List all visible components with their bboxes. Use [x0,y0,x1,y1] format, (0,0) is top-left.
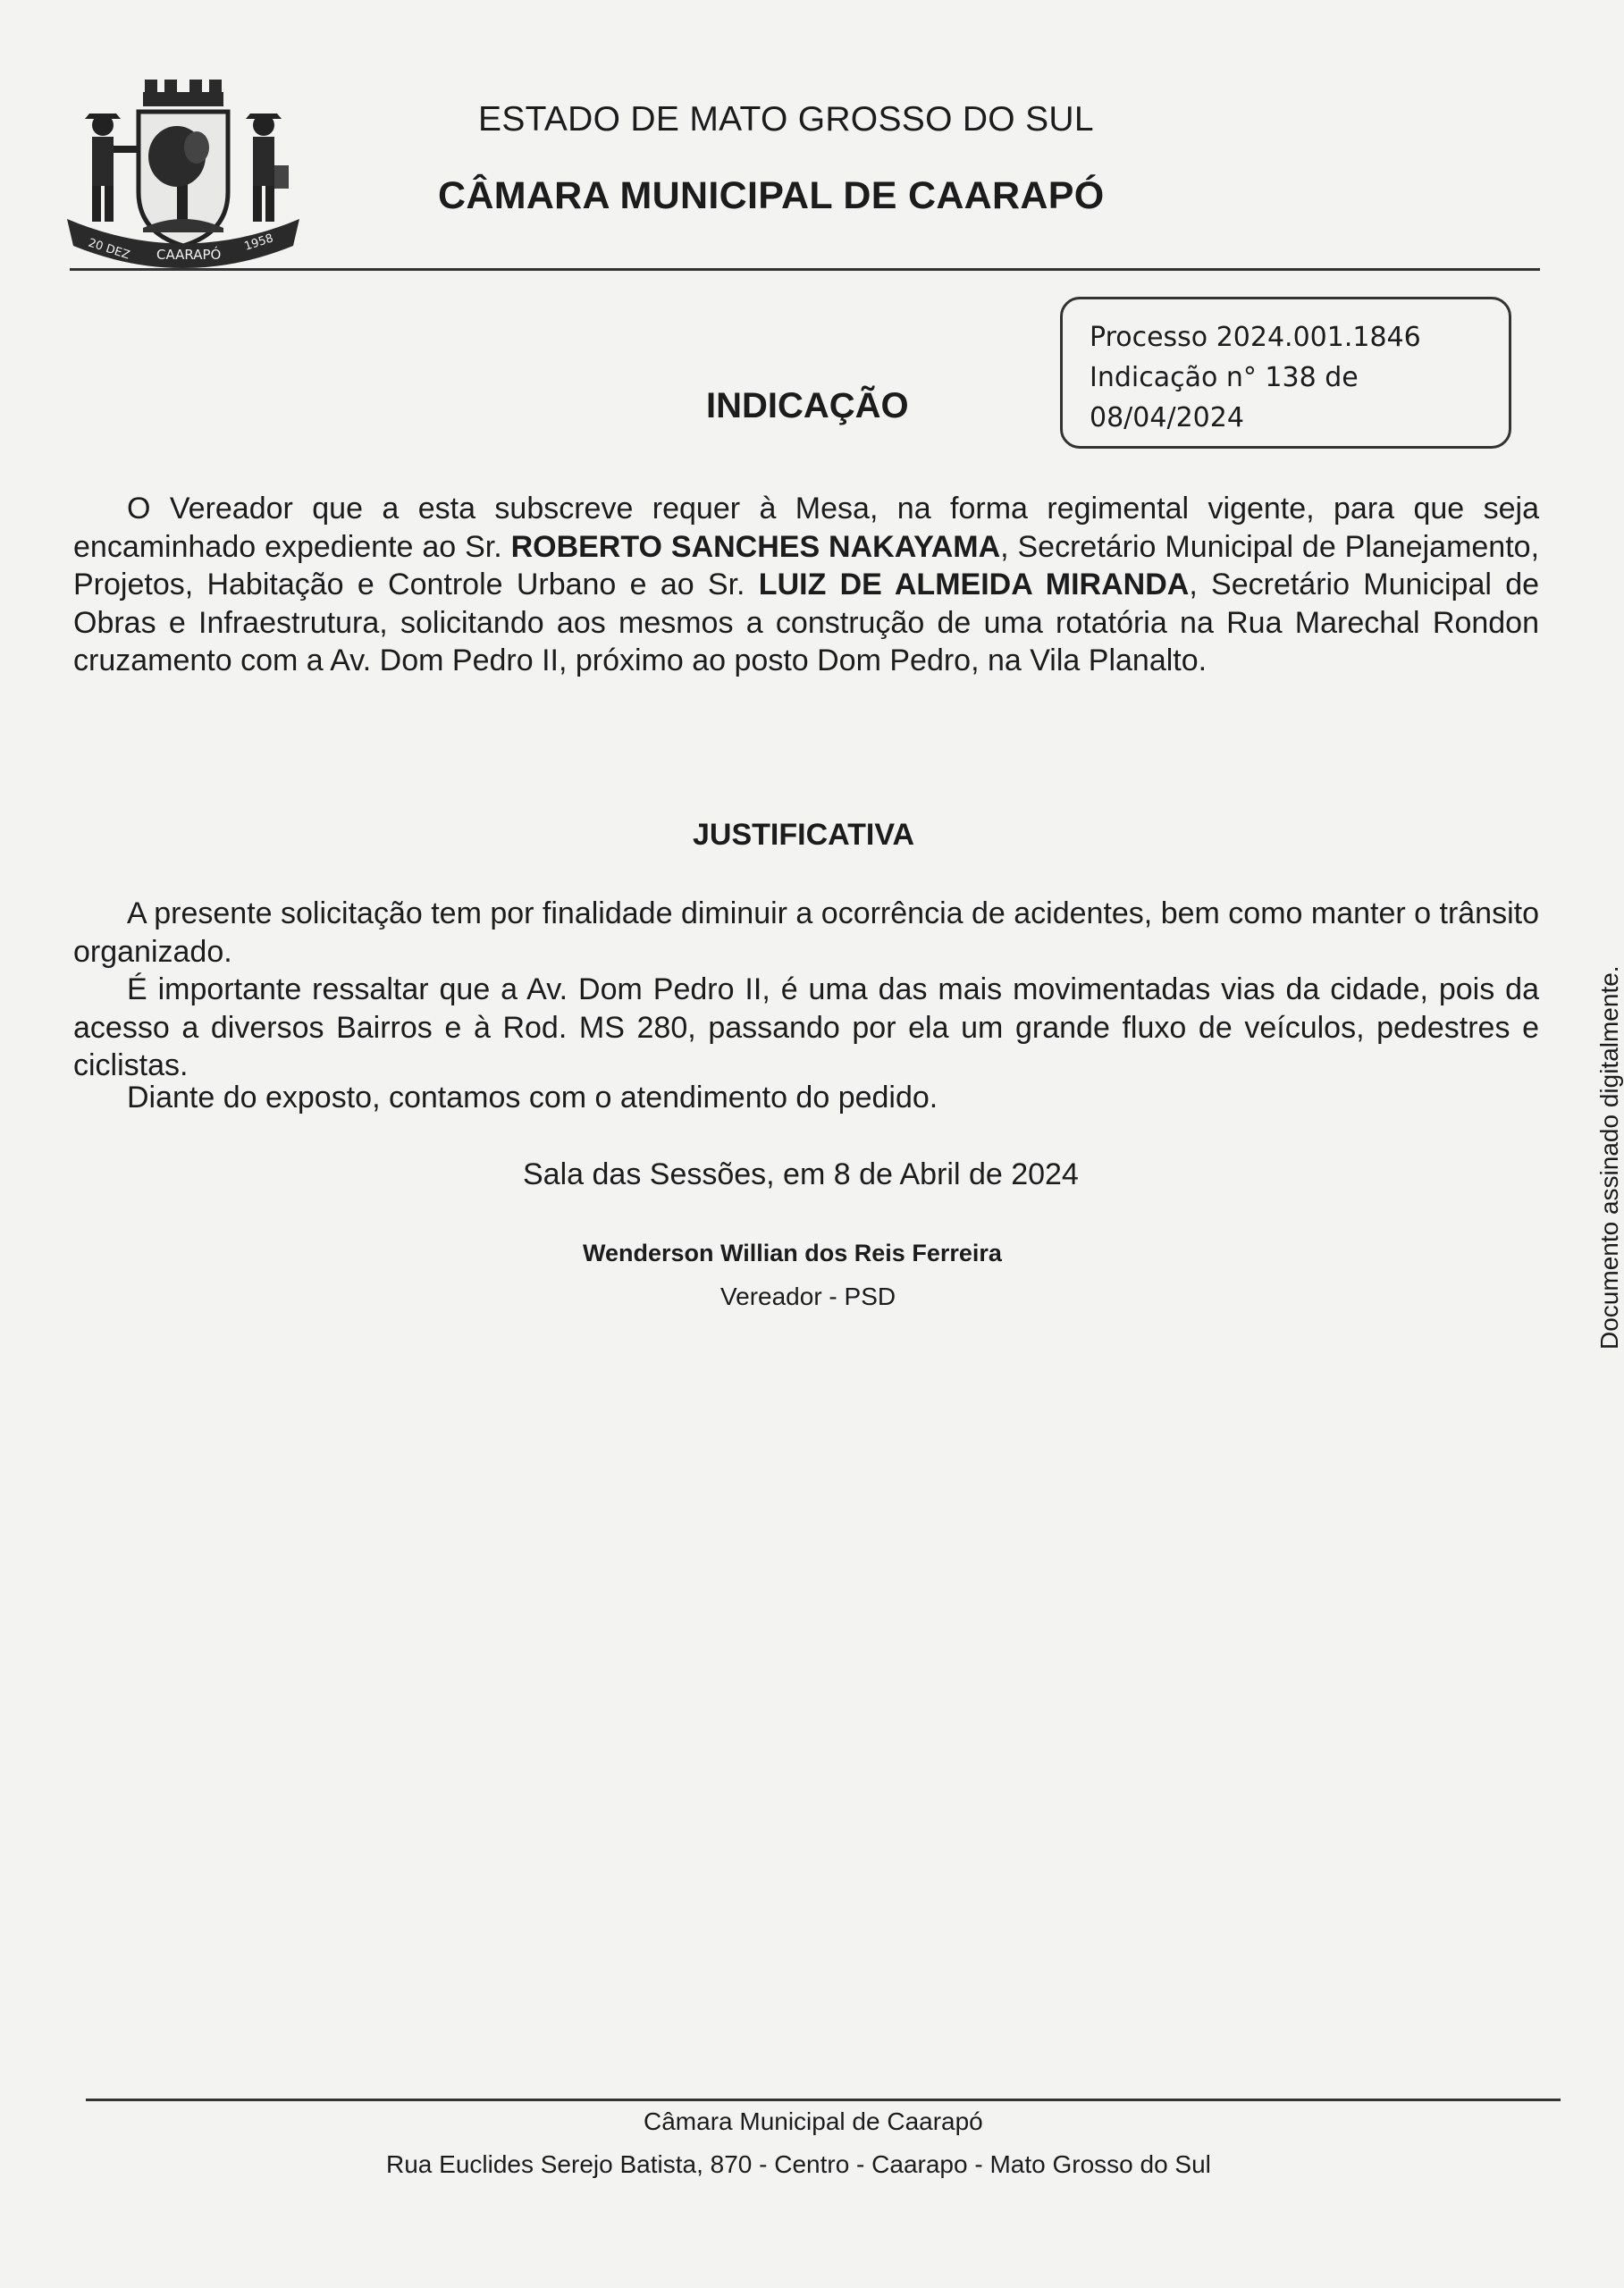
justification-paragraph-2 [73,971,1539,1085]
justification-text-3: Diante do exposto, contamos com o atendimento do pedido. [127,1081,938,1115]
digital-signature-note: Documento assinado digitalmente. [1595,965,1623,1350]
footer-institution: Câmara Municipal de Caarapó [644,2107,983,2135]
crest-ribbon-left: 20 DEZ [86,236,131,263]
municipal-coat-of-arms-icon [63,76,304,273]
session-date: Sala das Sessões, em 8 de Abril de 2024 [523,1157,1079,1191]
chamber-heading: CÂMARA MUNICIPAL DE CAARAPÓ [438,174,1105,217]
crest-ribbon-center: CAARAPÓ [156,247,222,263]
secretary-name-2: LUIZ DE ALMEIDA MIRANDA [758,568,1190,601]
indication-date: 08/04/2024 [1090,402,1244,433]
justification-text-1: A presente solicitação tem por finalidade diminuir a ocorrência de acidentes, bem como manter o trânsito organizado. [73,896,1539,969]
process-number: Processo 2024.001.1846 [1090,322,1421,353]
signer-name: Wenderson Willian dos Reis Ferreira [583,1240,1002,1266]
justification-title: JUSTIFICATIVA [693,818,915,852]
header-divider [70,268,1540,271]
intro-text-1: O Vereador que a esta subscreve requer à Mesa, na forma regimental vigente, para que seja encaminhado expediente ao Sr. [73,492,1539,564]
crest-ribbon-right: 1958 [242,231,275,254]
footer-divider [86,2099,1561,2101]
indication-number: Indicação n° 138 de [1090,362,1359,393]
intro-text-3: , Secretário Municipal de Obras e Infraestrutura, solicitando aos mesmos a construção de uma rotatória na Rua Marechal Rondon cruzamento com a Av. Dom Pedro II, próximo ao posto Dom Pedro, na Vila Planalto. [73,568,1540,677]
intro-paragraph [73,490,1539,680]
footer-address: Rua Euclides Serejo Batista, 870 - Centro - Caarapo - Mato Grosso do Sul [386,2150,1211,2178]
signer-role: Vereador - PSD [720,1283,896,1310]
secretary-name-1: ROBERTO SANCHES NAKAYAMA [510,529,1001,564]
intro-text-2: , Secretário Municipal de Planejamento, Projetos, Habitação e Controle Urbano e ao Sr. [73,529,1540,601]
process-stamp [1060,297,1511,449]
state-heading: ESTADO DE MATO GROSSO DO SUL [478,100,1094,139]
justification-paragraph-3 [73,1079,1539,1117]
justification-paragraph-1 [73,895,1539,971]
justification-text-2: É importante ressaltar que a Av. Dom Pedro II, é uma das mais movimentadas vias da cidade, pois da acesso a diversos Bairros e à Rod. MS 280, passando por ela um grande fluxo de veículos, pedestres e ciclistas. [73,972,1539,1082]
document-title: INDICAÇÃO [706,386,909,425]
